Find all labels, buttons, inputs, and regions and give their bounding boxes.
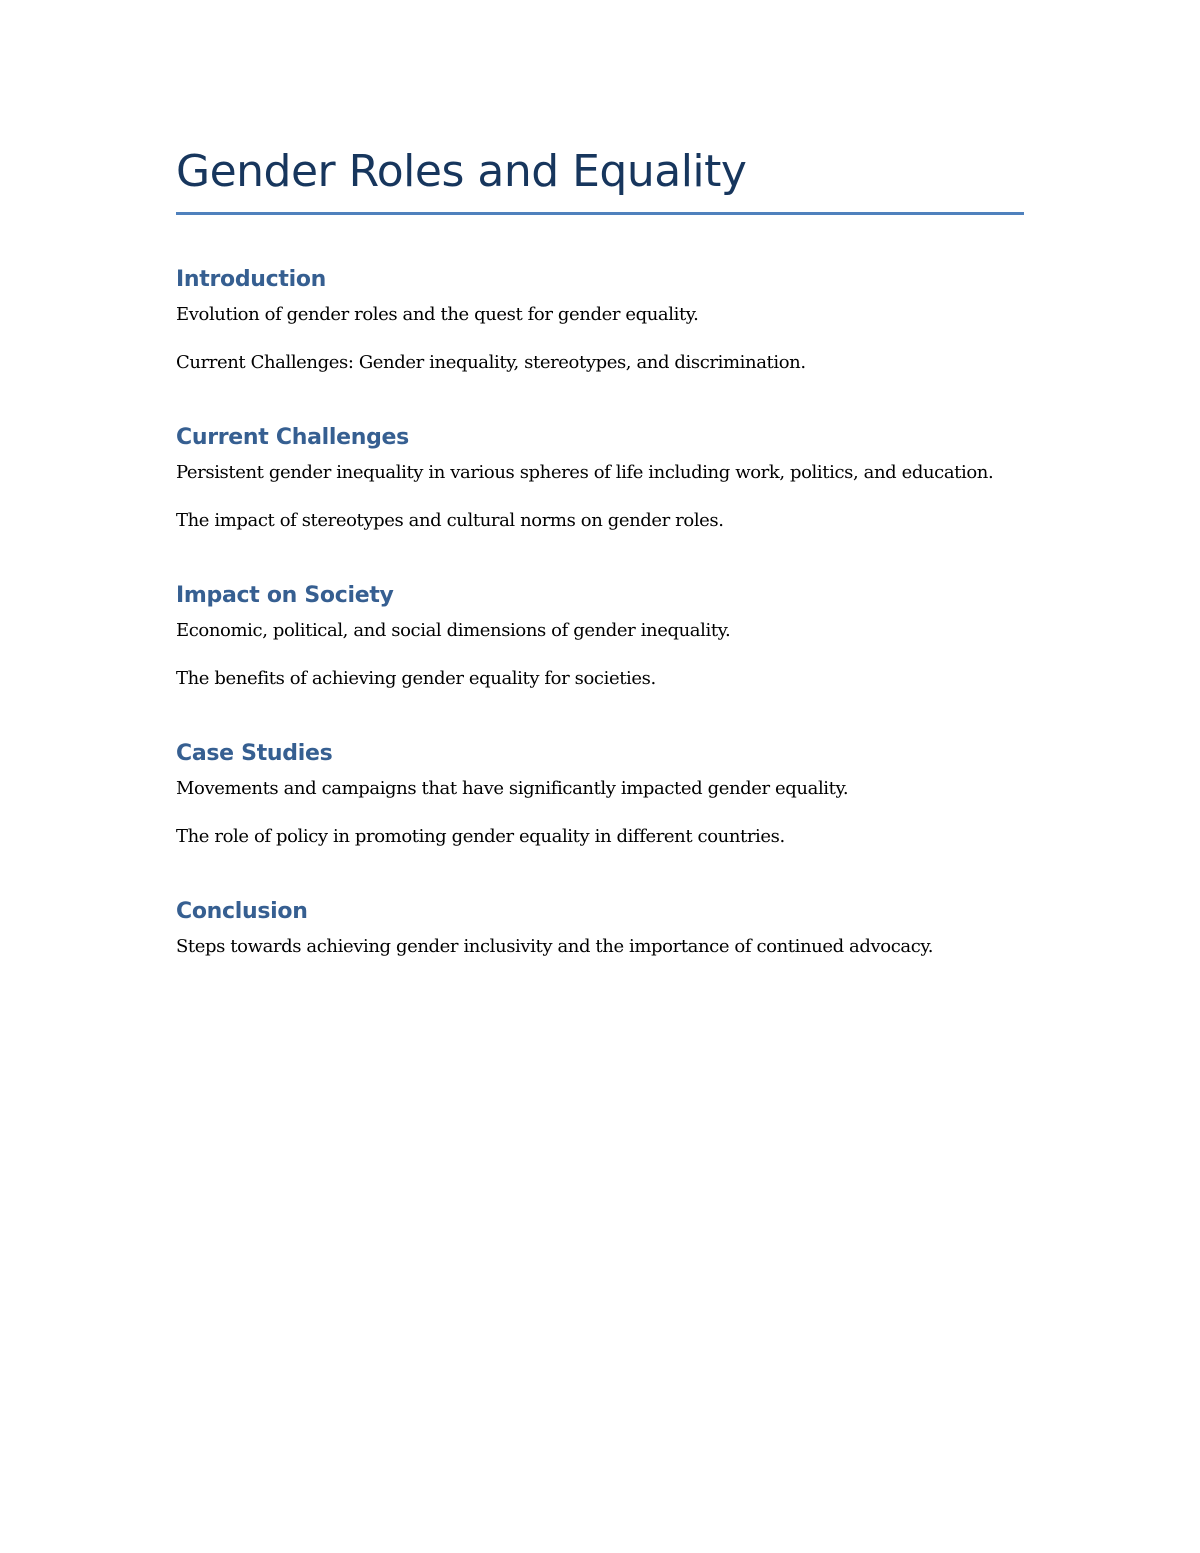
- document-body: [176, 140, 1024, 1007]
- paragraph: Economic, political, and social dimensions of gender inequality.: [176, 620, 731, 641]
- section-heading: Case Studies: [176, 741, 333, 766]
- section-impact-on-society: [176, 581, 1024, 693]
- paragraph: Current Challenges: Gender inequality, stereotypes, and discrimination.: [176, 352, 806, 373]
- section-heading: Impact on Society: [176, 583, 394, 608]
- paragraph: The role of policy in promoting gender equality in different countries.: [176, 826, 785, 847]
- title-underline: [176, 212, 1024, 215]
- paragraph: The impact of stereotypes and cultural norms on gender roles.: [176, 510, 724, 531]
- section-heading: Current Challenges: [176, 425, 409, 450]
- section-heading: Introduction: [176, 267, 327, 292]
- paragraph: Evolution of gender roles and the quest for gender equality.: [176, 304, 699, 325]
- paragraph: Persistent gender inequality in various spheres of life including work, politics, and education.: [176, 462, 994, 483]
- section-heading: Conclusion: [176, 899, 308, 924]
- section-case-studies: [176, 739, 1024, 851]
- document-title: Gender Roles and Equality: [176, 146, 747, 197]
- section-introduction: [176, 265, 1024, 377]
- section-conclusion: [176, 897, 1024, 961]
- paragraph: The benefits of achieving gender equality for societies.: [176, 668, 656, 689]
- paragraph: Movements and campaigns that have significantly impacted gender equality.: [176, 778, 849, 799]
- section-current-challenges: [176, 423, 1024, 535]
- paragraph: Steps towards achieving gender inclusivity and the importance of continued advocacy.: [176, 936, 934, 957]
